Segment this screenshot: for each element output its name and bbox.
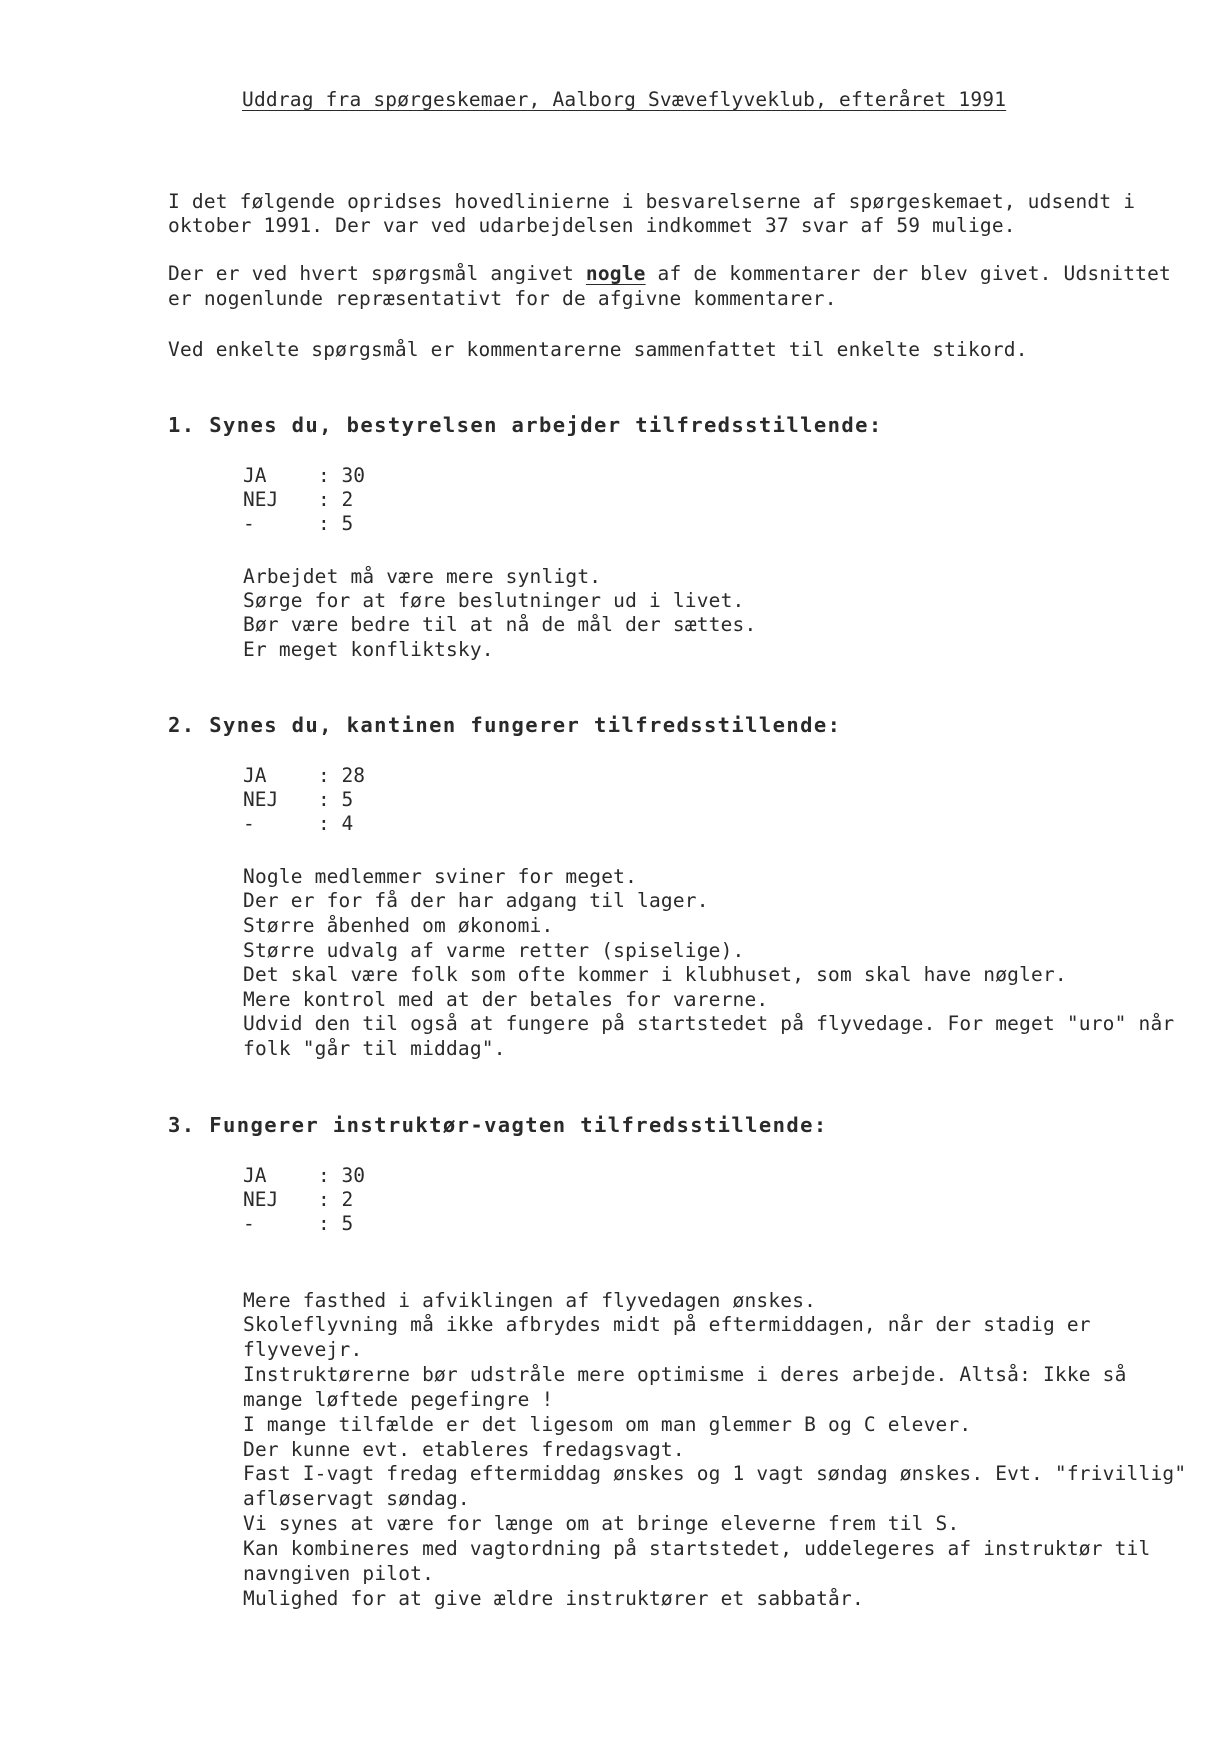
comment-line: Mere kontrol med at der betales for varerne. [243, 988, 769, 1011]
intro-p1-line-1: I det følgende opridses hovedlinierne i besvarelserne af spørgeskemaet, udsendt i [168, 190, 1136, 213]
comment-line: folk "går til middag". [243, 1037, 506, 1060]
comment-line: Det skal være folk som ofte kommer i klubhuset, som skal have nøgler. [243, 963, 1067, 986]
tally-label: NEJ [243, 488, 279, 511]
tally-value: : 4 [318, 812, 354, 835]
comment-line: Kan kombineres med vagtordning på startstedet, uddelegeres af instruktør til [243, 1537, 1151, 1560]
tally-value: : 30 [318, 464, 365, 487]
comment-line: Større udvalg af varme retter (spiselige). [243, 939, 745, 962]
tally-label: - [243, 1212, 255, 1235]
tally-value: : 5 [318, 788, 354, 811]
tally-label: NEJ [243, 788, 279, 811]
intro-p2-emphasis: nogle [585, 262, 646, 285]
comment-line: Der er for få der har adgang til lager. [243, 889, 709, 912]
comment-line: Bør være bedre til at nå de mål der sættes. [243, 613, 757, 636]
section-2-heading: 2. Synes du, kantinen fungerer tilfredsstillende: [168, 713, 842, 737]
comment-line: Udvid den til også at fungere på startstedet på flyvedage. For meget "uro" når [243, 1012, 1175, 1035]
section-3-heading: 3. Fungerer instruktør-vagten tilfredsstillende: [168, 1113, 828, 1137]
intro-p3: Ved enkelte spørgsmål er kommentarerne sammenfattet til enkelte stikord. [168, 338, 1028, 361]
tally-value: : 28 [318, 764, 365, 787]
section-1-heading: 1. Synes du, bestyrelsen arbejder tilfredsstillende: [168, 413, 883, 437]
comment-line: Skoleflyvning må ikke afbrydes midt på eftermiddagen, når der stadig er [243, 1313, 1091, 1336]
comment-line: Der kunne evt. etableres fredagsvagt. [243, 1438, 685, 1461]
document-title: Uddrag fra spørgeskemaer, Aalborg Svæveflyveklub, efteråret 1991 [242, 88, 1007, 111]
tally-value: : 30 [318, 1164, 365, 1187]
comment-line: Er meget konfliktsky. [243, 638, 494, 661]
intro-p2-text: Der er ved hvert spørgsmål angivet [168, 262, 586, 285]
comment-line: Større åbenhed om økonomi. [243, 914, 554, 937]
tally-label: JA [243, 764, 267, 787]
intro-p2-line-2: er nogenlunde repræsentativt for de afgivne kommentarer. [168, 287, 837, 310]
comment-line: Vi synes at være for længe om at bringe eleverne frem til S. [243, 1512, 960, 1535]
comment-line: Mere fasthed i afviklingen af flyvedagen ønskes. [243, 1289, 817, 1312]
comment-line: navngiven pilot. [243, 1562, 435, 1585]
tally-label: - [243, 812, 255, 835]
comment-line: Nogle medlemmer sviner for meget. [243, 865, 638, 888]
comment-line: flyvevejr. [243, 1338, 363, 1361]
intro-p2-text-after: af de kommentarer der blev givet. Udsnittet [645, 262, 1171, 285]
comment-line: Arbejdet må være mere synligt. [243, 565, 602, 588]
comment-line: Sørge for at føre beslutninger ud i livet. [243, 589, 745, 612]
comment-line: Mulighed for at give ældre instruktører et sabbatår. [243, 1587, 864, 1610]
comment-line: mange løftede pegefingre ! [243, 1388, 554, 1411]
tally-value: : 2 [318, 488, 354, 511]
intro-p2-line-1 [168, 262, 1171, 287]
comment-line: Fast I-vagt fredag eftermiddag ønskes og 1 vagt søndag ønskes. Evt. "frivillig" [243, 1462, 1187, 1485]
intro-p1-line-2: oktober 1991. Der var ved udarbejdelsen indkommet 37 svar af 59 mulige. [168, 214, 1016, 237]
tally-label: JA [243, 1164, 267, 1187]
comment-line: Instruktørerne bør udstråle mere optimisme i deres arbejde. Altså: Ikke så [243, 1363, 1127, 1386]
tally-value: : 5 [318, 1212, 354, 1235]
tally-label: JA [243, 464, 267, 487]
tally-label: - [243, 512, 255, 535]
tally-label: NEJ [243, 1188, 279, 1211]
comment-line: afløservagt søndag. [243, 1487, 470, 1510]
tally-value: : 5 [318, 512, 354, 535]
tally-value: : 2 [318, 1188, 354, 1211]
comment-line: I mange tilfælde er det ligesom om man glemmer B og C elever. [243, 1413, 972, 1436]
